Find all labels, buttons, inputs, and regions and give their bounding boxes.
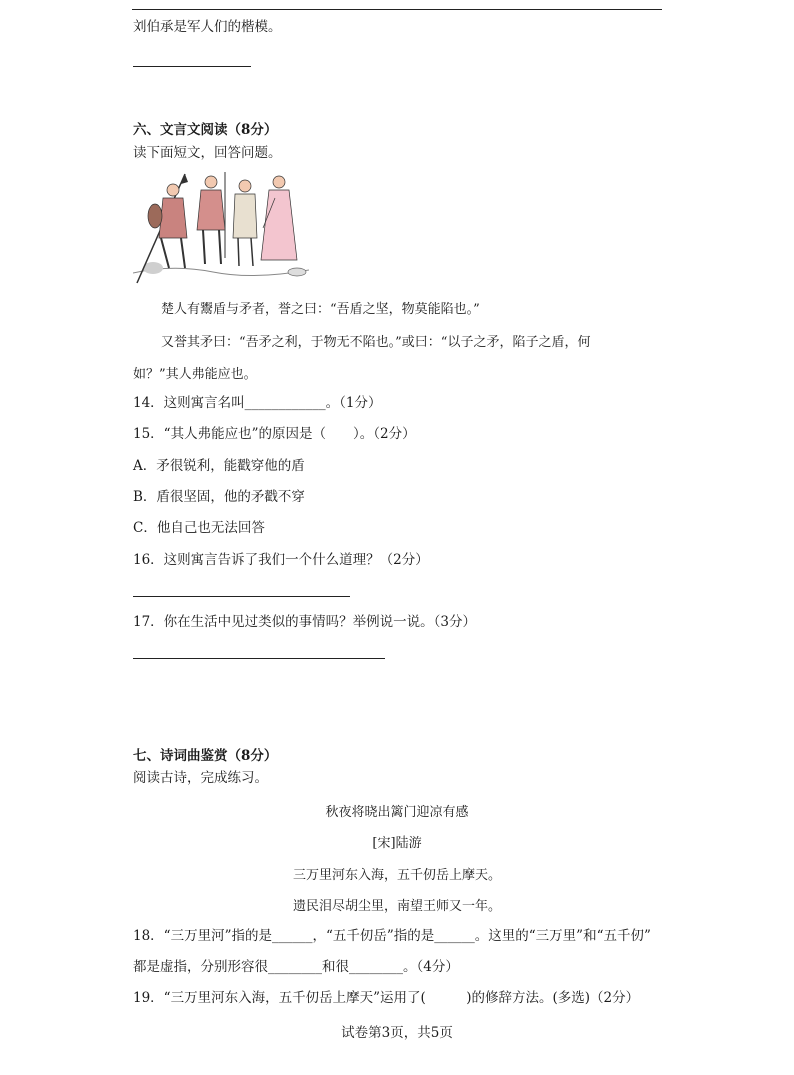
question-15: 15．“其人弗能应也”的原因是（ ）。（2分） — [133, 426, 416, 442]
option-c: C．他自己也无法回答 — [133, 520, 265, 536]
question-16: 16．这则寓言告诉了我们一个什么道理？（2分） — [133, 552, 429, 568]
answer-line-top[interactable] — [133, 66, 251, 67]
question-17: 17．你在生活中见过类似的事情吗？举例说一说。（3分） — [133, 614, 477, 630]
illustration — [133, 168, 309, 286]
section7-title: 七、诗词曲鉴赏（8分） — [133, 748, 278, 764]
poem-author: [宋]陆游 — [372, 836, 422, 851]
question-19: 19．“三万里河东入海，五千仞岳上摩天”运用了( )的修辞方法。(多选)（2分） — [133, 990, 640, 1006]
poem-line-1: 三万里河东入海，五千仞岳上摩天。 — [292, 868, 501, 883]
answer-line-17[interactable] — [133, 658, 385, 659]
answer-line-16[interactable] — [133, 596, 350, 597]
top-sentence: 刘伯承是军人们的楷模。 — [133, 19, 282, 35]
section6-title: 六、文言文阅读（8分） — [133, 122, 278, 138]
passage-line-2: 又誉其矛曰：“吾矛之利，于物无不陷也。”或曰：“以子之矛，陷子之盾，何 — [161, 335, 591, 350]
section7-instruction: 阅读古诗，完成练习。 — [133, 770, 268, 786]
option-a: A．矛很锐利，能戳穿他的盾 — [133, 458, 305, 474]
top-rule — [132, 9, 662, 10]
question-14: 14．这则寓言名叫____________。（1分） — [133, 395, 382, 411]
section6-instruction: 读下面短文，回答问题。 — [133, 145, 282, 161]
passage-line-3: 如？”其人弗能应也。 — [133, 367, 257, 382]
page-footer: 试卷第3页，共5页 — [341, 1025, 453, 1041]
option-b: B．盾很坚固，他的矛戳不穿 — [133, 489, 305, 505]
poem-title: 秋夜将晓出篱门迎凉有感 — [325, 805, 469, 820]
spear-and-shield-seller-illustration-icon — [133, 168, 309, 286]
question-18-line-1: 18．“三万里河”指的是______，“五千仞岳”指的是______。这里的“三万里”和“五千仞” — [133, 928, 651, 944]
question-18-line-2: 都是虚指，分别形容很________和很________。（4分） — [133, 959, 459, 975]
poem-line-2: 遗民泪尽胡尘里，南望王师又一年。 — [292, 899, 501, 914]
passage-line-1: 楚人有鬻盾与矛者，誉之曰：“吾盾之坚，物莫能陷也。” — [161, 302, 480, 317]
